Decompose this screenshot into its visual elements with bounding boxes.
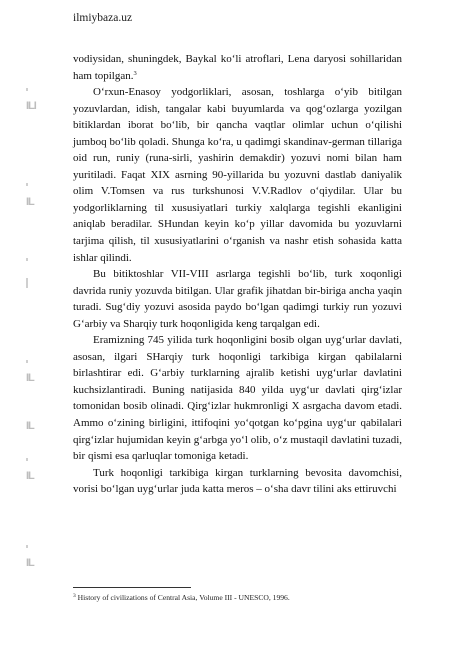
paragraph bbox=[73, 51, 402, 84]
margin-tick bbox=[26, 183, 28, 186]
document-body bbox=[73, 51, 402, 498]
footnote bbox=[73, 593, 402, 603]
paragraph: Eramizning 745 yilida turk hoqonligini bosib olgan uyg‘urlar davlati, asosan, ilgari SHarqiy turk hoqonligi tarkibiga kirgan qabilalarni birlashtirar edi. G‘arbiy turklarning ajralib ketishi uyg‘urlar davlatini kuchsizlantiradi. Buning natijasida 840 yilda uyg‘ur davlati qirg‘izlar tomonidan bosib olinadi. Qirg‘izlar hukmronligi X asrgacha davom etadi. Ammo o‘zining birligini, ittifoqini yo‘qotgan ko‘pgina uyg‘ur qabilalari qirg‘izlar hujumidan keyin g‘arbga yo‘l olib, o‘z mustaqil davlatini tuzadi, bir qismi esa qarluqlar tomoniga ketadi. bbox=[73, 334, 402, 463]
margin-tick bbox=[26, 258, 28, 261]
margin-mark: IL bbox=[26, 420, 34, 432]
margin-mark: IL bbox=[26, 196, 34, 208]
footnote-text: History of civilizations of Central Asia, Volume III - UNESCO, 1996. bbox=[75, 593, 290, 602]
site-header: ilmiybaza.uz bbox=[73, 12, 133, 24]
paragraph: Bu bitiktoshlar VII-VIII asrlarga tegishli bo‘lib, turk xoqonligi davrida runiy yozuvda bitilgan. Ular grafik jihatdan bir-biriga ancha yaqin turadi. Sug‘diy yozuvi asosida paydo bo‘lgan qadimgi turkiy run yozuvi G‘arbiy va Sharqiy turk hoqonligida keng tarqalgan edi. bbox=[73, 268, 402, 330]
margin-mark: IL bbox=[26, 470, 34, 482]
margin-tick bbox=[26, 545, 28, 548]
footnote-separator bbox=[73, 587, 191, 588]
margin-tick bbox=[26, 458, 28, 461]
margin-tick bbox=[26, 88, 28, 91]
footnote-number: 3 bbox=[73, 593, 76, 599]
margin-mark: IL bbox=[26, 557, 34, 569]
paragraph: O‘rxun-Enasoy yodgorliklari, asosan, toshlarga o‘yib bitilgan yozuvlardan, idish, tangalar kabi buyumlarda va qog‘ozlarga yozilgan bitiklardan iborat bo‘lib, bir qancha vaqtlar olimlar uchun o‘qilishi jumboq bo‘lib qoladi. Shunga ko‘ra, u qadimgi skandinav-german tillariga oid run, runiy (runa-sirli, yashirin demakdir) yozuvi nomi bilan ham yuritiladi. Faqat XIX asrning 90-yillarida bu yozuvni dastlab daniyalik olim V.Tomsen va rus turkshunosi V.V.Radlov o‘qiydilar. Ular bu yodgorliklarning til xususiyatlari turkiy xalqlarga tegishli ekanligini aniqlab beradilar. SHundan keyin ko‘p yillar davomida bu yozuvlarni tarjima qilish, til xususiyatlarini o‘rganish va nashr etish sohasida katta ishlar qilindi. bbox=[73, 86, 402, 264]
margin-tick bbox=[26, 360, 28, 363]
footnote-reference[interactable]: 3 bbox=[133, 69, 137, 77]
paragraph: Turk hoqonligi tarkibiga kirgan turklarning bevosita davomchisi, vorisi bo‘lgan uyg‘urlar juda katta meros – o‘sha davr tilini aks ettiruvchi bbox=[73, 466, 402, 496]
scan-margin-marks bbox=[0, 0, 40, 669]
margin-mark: ILI bbox=[26, 100, 36, 112]
paragraph-text: vodiysidan, shuningdek, Baykal ko‘li atroflari, Lena daryosi sohillaridan ham topilgan. bbox=[73, 53, 402, 82]
margin-mark: IL bbox=[26, 372, 34, 384]
margin-tick bbox=[26, 278, 28, 288]
